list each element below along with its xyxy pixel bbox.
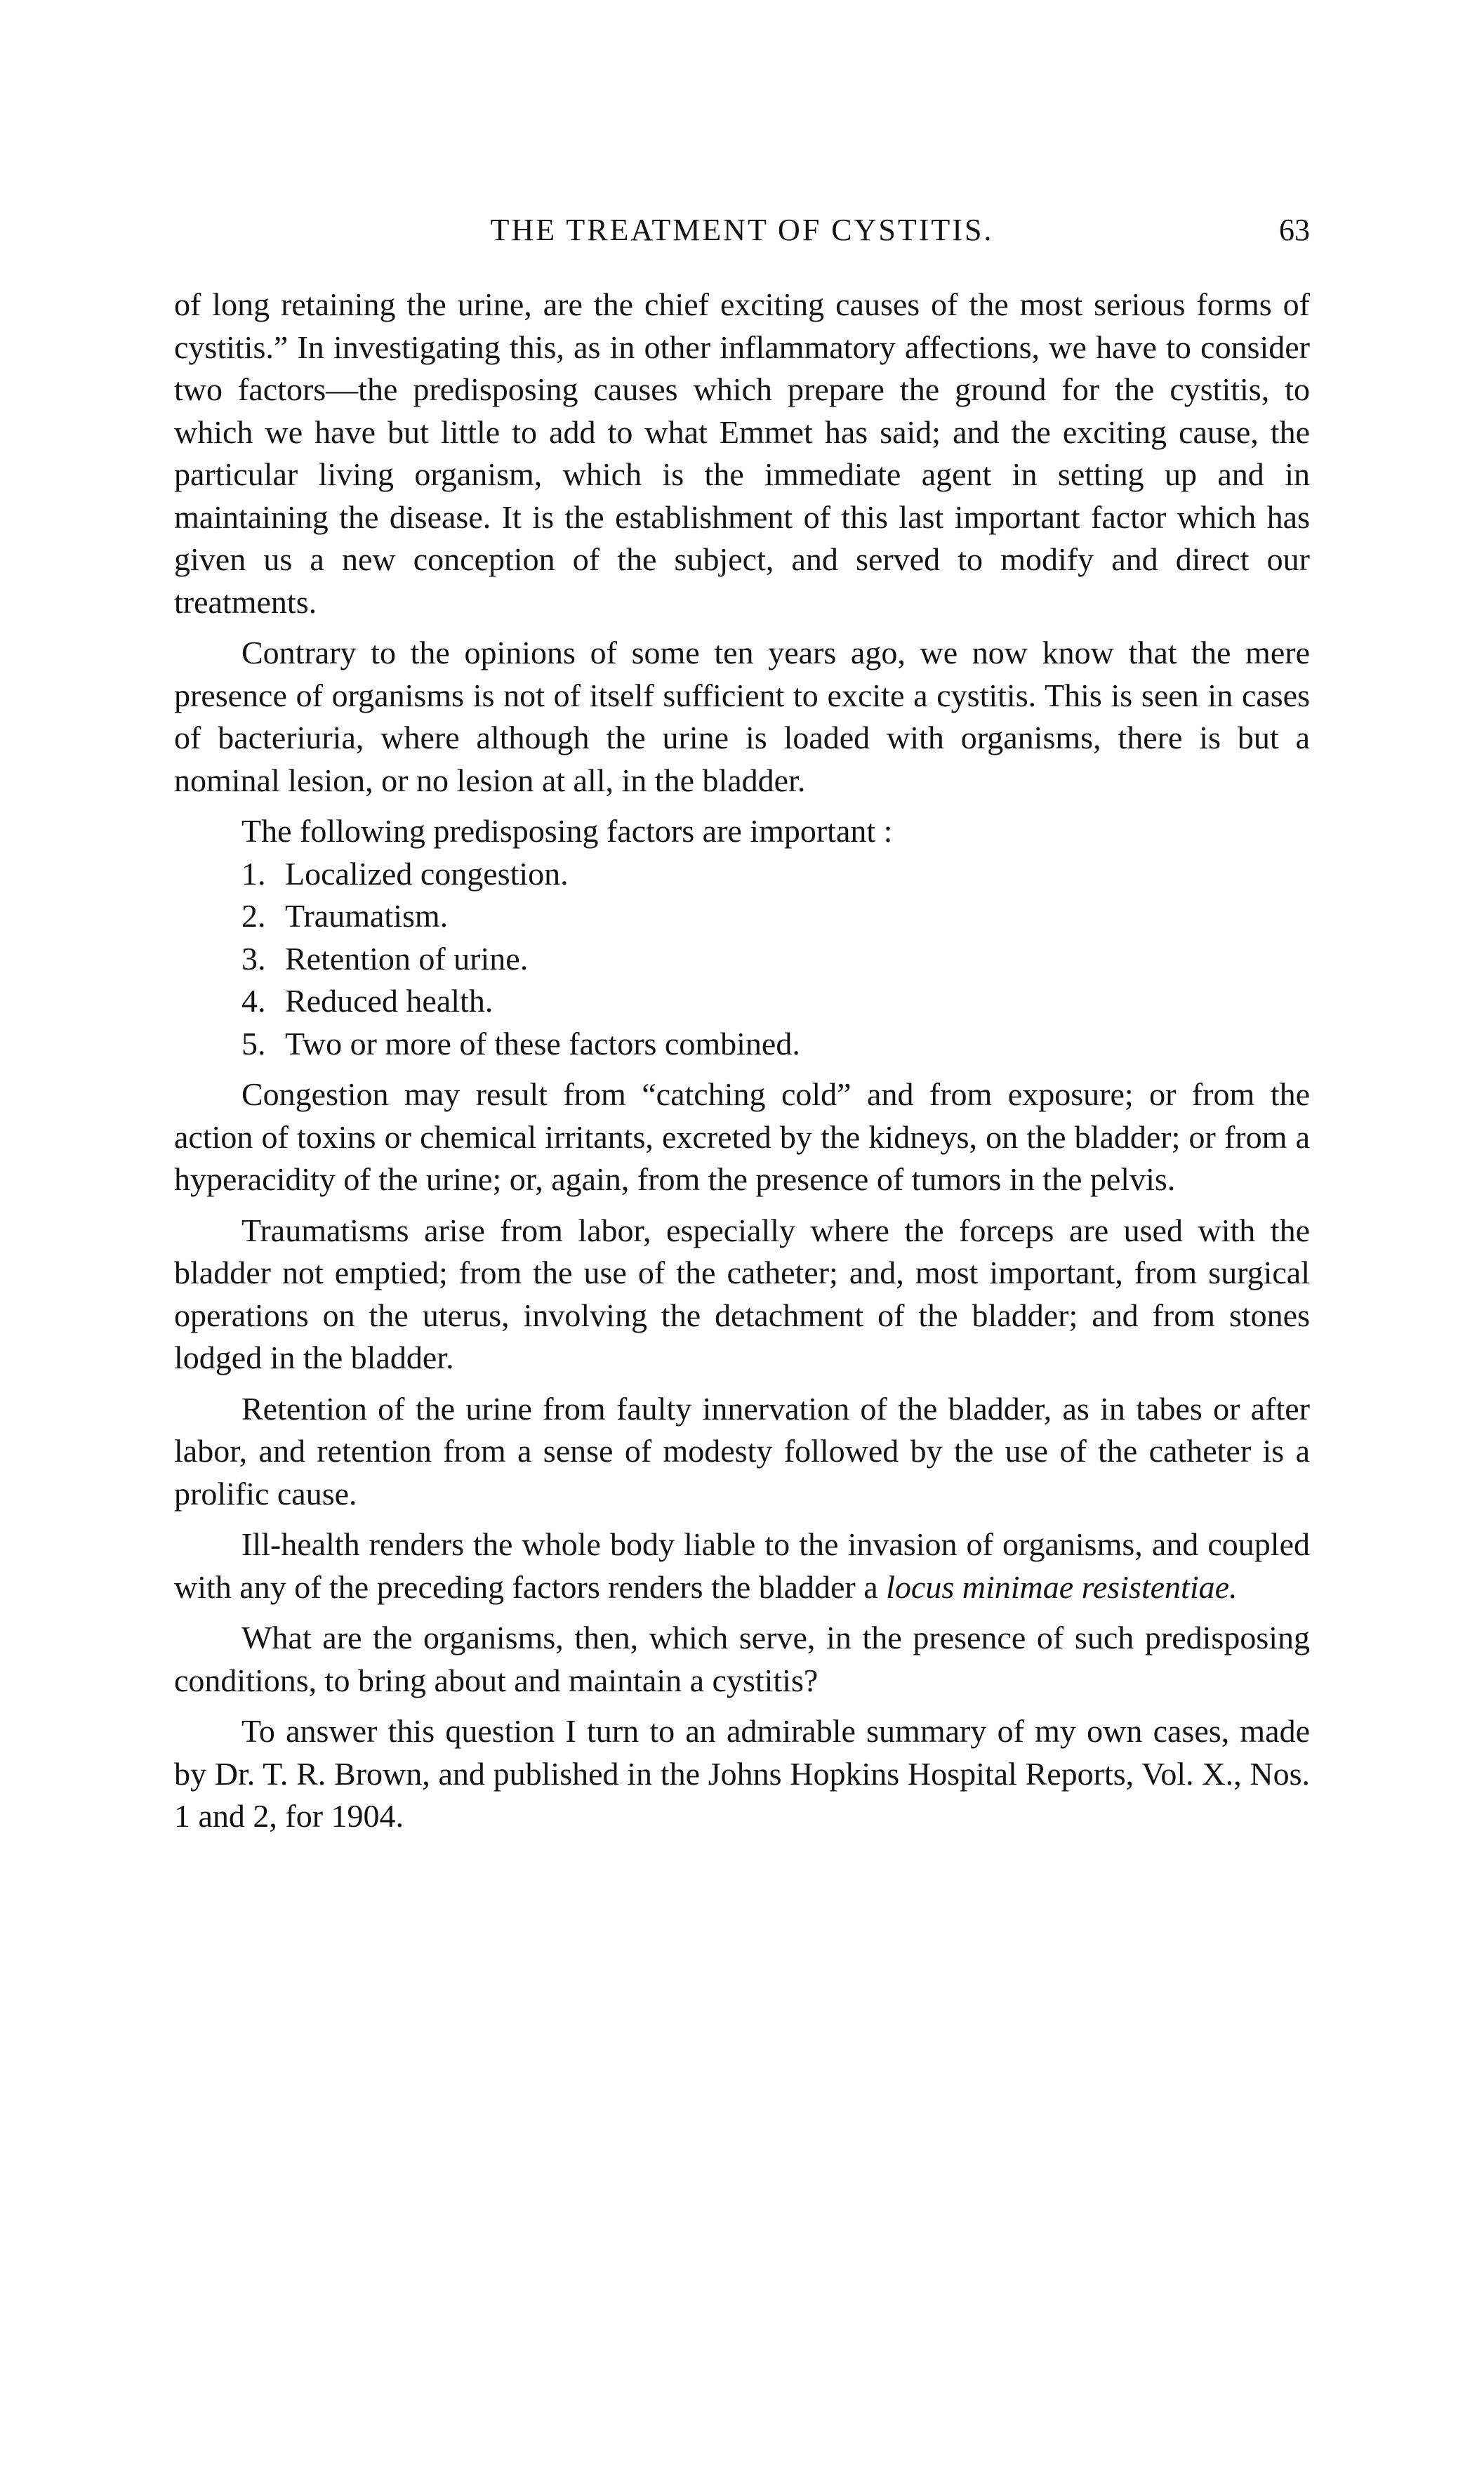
paragraph-answer: To answer this question I turn to an admirable summary of my own cases, made by Dr. T. R. Brown, and published in the Johns Hopkins Hospital Reports, Vol. X., Nos. 1 and 2, for 1904.	[174, 1713, 1310, 1834]
page-number: 63	[1279, 213, 1310, 247]
list-item	[174, 938, 1310, 981]
paragraph-congestion: Congestion may result from “catching cold” and from exposure; or from the action of toxins or chemical irritants, excreted by the kidneys, on the bladder; or from a hyperacidity of the urine; or, again, from the presence of tumors in the pelvis.	[174, 1076, 1310, 1197]
paragraph-ill-health	[174, 1523, 1310, 1608]
paragraph-retention: Retention of the urine from faulty innervation of the bladder, as in tabes or after labor, and retention from a sense of modesty followed by the use of the catheter is a prolific cause.	[174, 1390, 1310, 1512]
page-header	[174, 209, 1310, 251]
list-item	[174, 1023, 1310, 1066]
body-text	[174, 284, 1310, 1846]
list-number: 1.	[241, 855, 266, 892]
paragraph-factors-intro: The following predisposing factors are important :	[241, 813, 893, 849]
list-item	[174, 980, 1310, 1023]
list-text: Two or more of these factors combined.	[285, 1025, 800, 1062]
list-text: Localized congestion.	[285, 855, 569, 892]
list-item	[174, 895, 1310, 938]
list-number: 3.	[241, 940, 266, 977]
paragraph-question: What are the organisms, then, which serve, in the presence of such predisposing conditions, to bring about and maintain a cystitis?	[174, 1620, 1310, 1698]
list-number: 5.	[241, 1025, 266, 1062]
paragraph-traumatisms: Traumatisms arise from labor, especially where the forceps are used with the bladder not emptied; from the use of the catheter; and, most important, from surgical operations on the uterus, involving the detachment of the bladder; and from stones lodged in the bladder.	[174, 1212, 1310, 1375]
paragraph-organisms-presence: Contrary to the opinions of some ten years ago, we now know that the mere presence of organisms is not of itself sufficient to excite a cystitis. This is seen in cases of bacteriuria, where although the urine is loaded with organisms, there is but a nominal lesion, or no lesion at all, in the bladder.	[174, 635, 1310, 798]
list-text: Traumatism.	[285, 898, 449, 934]
running-title: THE TREATMENT OF CYSTITIS.	[490, 213, 994, 247]
list-text: Retention of urine.	[285, 940, 529, 977]
paragraph-continuation: of long retaining the urine, are the chief exciting causes of the most serious forms of cystitis.” In investigating this, as in other inflammatory affections, we have to consider two factors—the predisposing causes which prepare the ground for the cystitis, to which we have but little to add to what Emmet has said; and the exciting cause, the particular living organism, which is the immediate agent in setting up and in maintaining the disease. It is the establishment of this last important factor which has given us a new conception of the subject, and served to modify and direct our treatments.	[174, 286, 1310, 620]
list-text: Reduced health.	[285, 983, 493, 1019]
list-number: 2.	[241, 898, 266, 934]
list-item	[174, 853, 1310, 896]
latin-phrase: locus minimae resistentiae.	[886, 1568, 1238, 1605]
predisposing-factors-list	[174, 853, 1310, 1066]
list-number: 4.	[241, 983, 266, 1019]
ill-health-text: Ill-health renders the whole body liable to the invasion of organisms, and coupled with any of the preceding factors renders the bladder a	[174, 1526, 1310, 1605]
